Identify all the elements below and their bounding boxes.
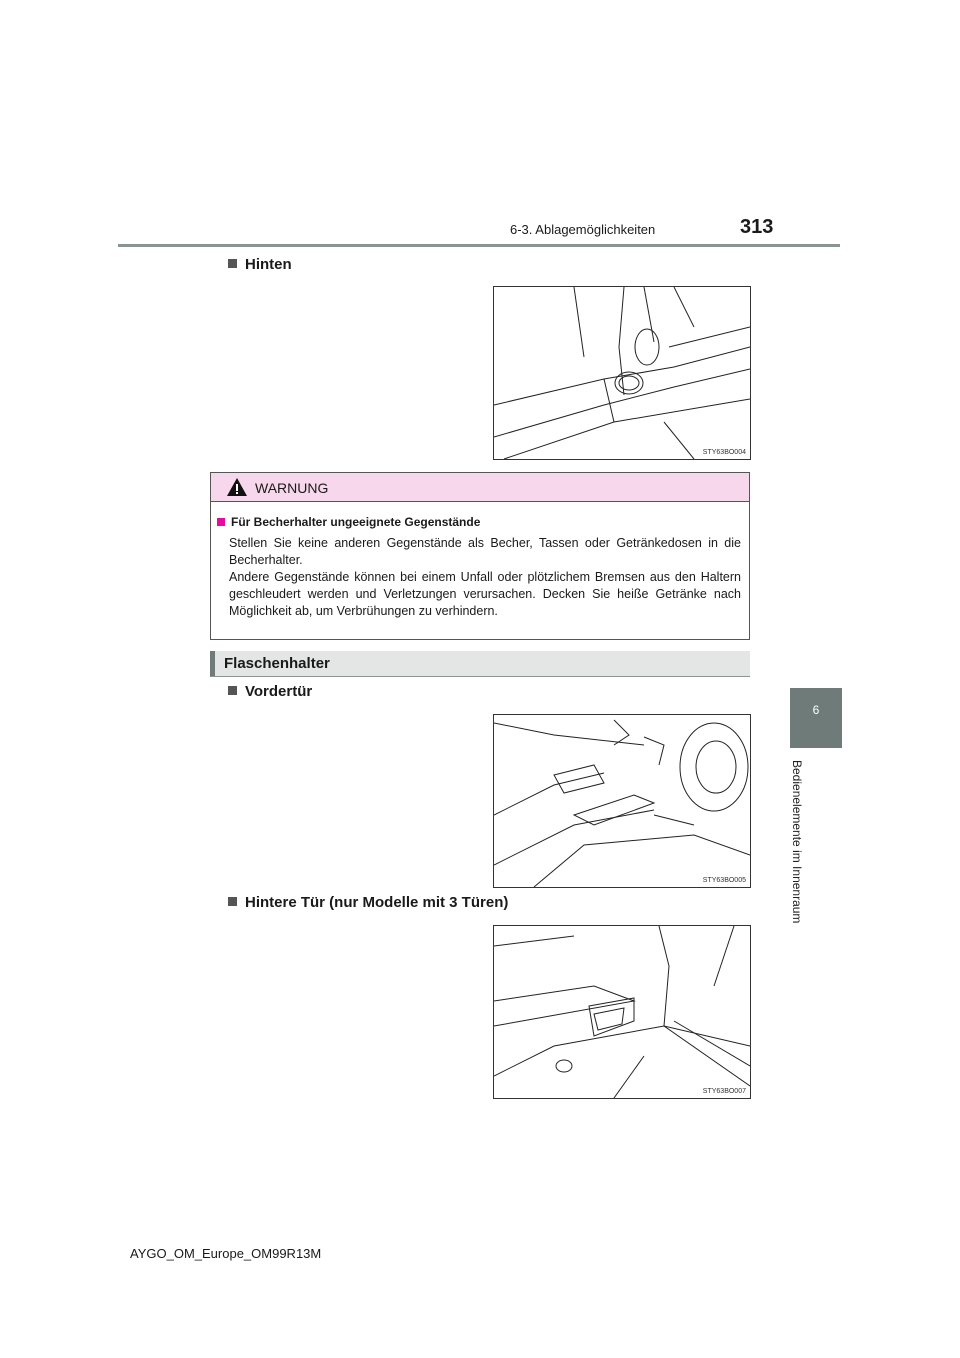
header-section: 6-3. Ablagemöglichkeiten xyxy=(510,222,656,237)
illustration-rear-cupholder xyxy=(493,286,751,460)
warning-paragraph-1: Stellen Sie keine anderen Gegenstände als Becher, Tassen oder Getränkedosen in die Becherhalter. xyxy=(229,536,741,567)
subhead-rear-door: Hintere Tür (nur Modelle mit 3 Türen) xyxy=(228,894,508,911)
front-door-drawing xyxy=(494,715,750,887)
chapter-title xyxy=(788,760,808,940)
illustration-code: STY63BO005 xyxy=(702,877,746,884)
subhead-rear: Hinten xyxy=(228,256,292,273)
chapter-number: 6 xyxy=(812,703,820,717)
chapter-tab xyxy=(790,688,842,748)
illustration-rear-door xyxy=(493,925,751,1099)
square-bullet-icon xyxy=(228,686,237,695)
section-heading-bar xyxy=(210,651,750,677)
square-bullet-icon xyxy=(228,259,237,268)
rear-cupholder-drawing xyxy=(494,287,750,459)
warning-title: WARNUNG xyxy=(255,480,329,496)
warning-header xyxy=(211,473,749,502)
square-bullet-icon xyxy=(228,897,237,906)
header-rule xyxy=(118,244,840,247)
warning-triangle-icon xyxy=(227,478,247,496)
warning-body xyxy=(229,535,741,620)
section-accent xyxy=(210,651,215,676)
warning-box xyxy=(210,472,750,640)
illustration-code: STY63BO007 xyxy=(702,1088,746,1095)
section-heading: Flaschenhalter xyxy=(224,655,330,672)
illustration-code: STY63BO004 xyxy=(702,449,746,456)
subhead-front-door: Vordertür xyxy=(228,683,312,700)
warning-subtitle: Für Becherhalter ungeeignete Gegenstände xyxy=(217,515,480,529)
chapter-title-text: Bedienelemente im Innenraum xyxy=(790,760,804,924)
pink-square-icon xyxy=(217,518,225,526)
page-number: 313 xyxy=(740,216,774,238)
warning-paragraph-2: Andere Gegenstände können bei einem Unfall oder plötzlichem Bremsen aus den Haltern geschleudert werden und Verletzungen verursachen. Decken Sie heiße Getränke nach Möglichkeit ab, um Verbrühungen zu verhindern. xyxy=(229,570,741,618)
footer-doc-id: AYGO_OM_Europe_OM99R13M xyxy=(130,1246,322,1261)
rear-door-drawing xyxy=(494,926,750,1098)
illustration-front-door xyxy=(493,714,751,888)
